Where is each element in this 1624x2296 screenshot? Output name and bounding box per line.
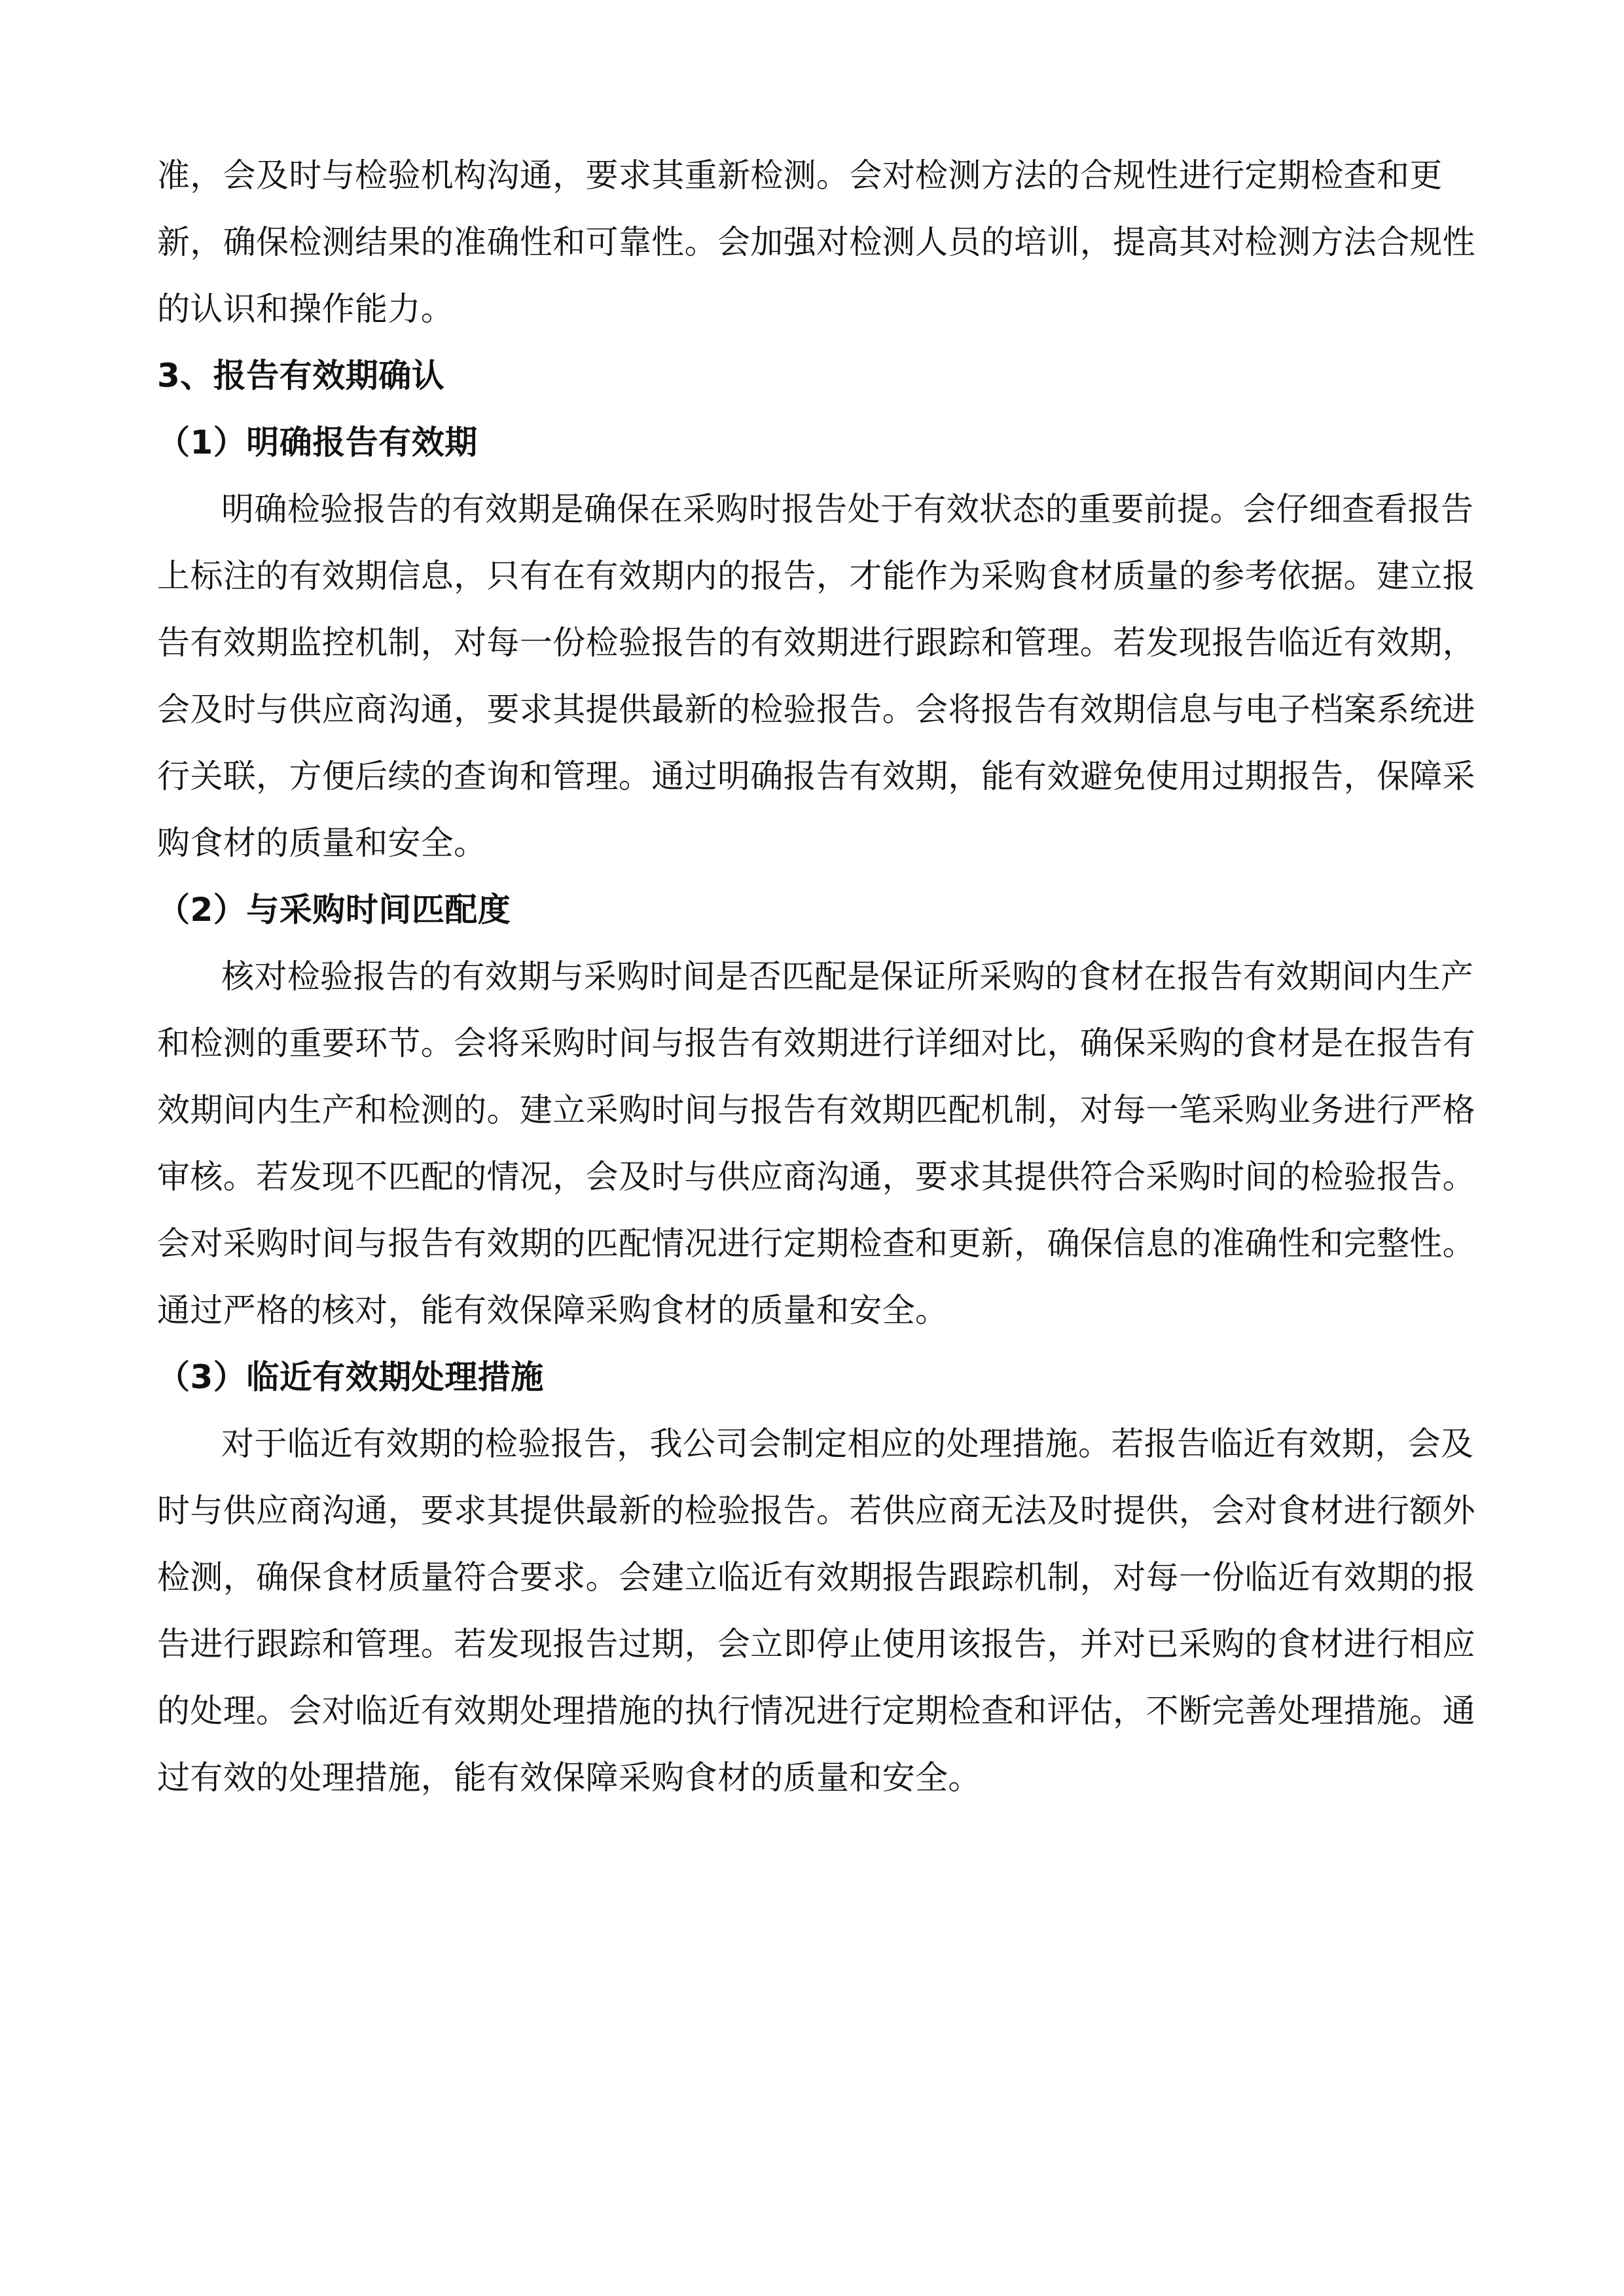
subsection-1-line-2: 上标注的有效期信息，只有在有效期内的报告，才能作为采购食材质量的参考依据。建立报 (157, 557, 1475, 595)
subsection-2-line-6: 通过严格的核对，能有效保障采购食材的质量和安全。 (157, 1291, 948, 1329)
subsection-1-line-4: 会及时与供应商沟通，要求其提供最新的检验报告。会将报告有效期信息与电子档案系统进 (157, 691, 1475, 728)
subsection-3-line-3: 检测，确保食材质量符合要求。会建立临近有效期报告跟踪机制，对每一份临近有效期的报 (157, 1558, 1475, 1596)
subsection-1-line-3: 告有效期监控机制，对每一份检验报告的有效期进行跟踪和管理。若发现报告临近有效期， (157, 624, 1475, 662)
subsection-2-line-4: 审核。若发现不匹配的情况，会及时与供应商沟通，要求其提供符合采购时间的检验报告。 (157, 1158, 1475, 1196)
subsection-3-line-1: 对于临近有效期的检验报告，我公司会制定相应的处理措施。若报告临近有效期，会及 (221, 1425, 1474, 1463)
subsection-3-line-2: 时与供应商沟通，要求其提供最新的检验报告。若供应商无法及时提供，会对食材进行额外 (157, 1492, 1475, 1530)
subsection-3-line-6: 过有效的处理措施，能有效保障采购食材的质量和安全。 (157, 1759, 981, 1797)
subsection-2-line-5: 会对采购时间与报告有效期的匹配情况进行定期检查和更新，确保信息的准确性和完整性。 (157, 1225, 1475, 1263)
subsection-3-line-5: 的处理。会对临近有效期处理措施的执行情况进行定期检查和评估，不断完善处理措施。通 (157, 1692, 1475, 1730)
intro-line-1: 准，会及时与检验机构沟通，要求其重新检测。会对检测方法的合规性进行定期检查和更 (157, 156, 1443, 194)
intro-line-3: 的认识和操作能力。 (157, 290, 454, 328)
subsection-2-heading: （2）与采购时间匹配度 (157, 891, 511, 929)
subsection-1-line-1: 明确检验报告的有效期是确保在采购时报告处于有效状态的重要前提。会仔细查看报告 (221, 490, 1474, 528)
subsection-3-heading: （3）临近有效期处理措施 (157, 1358, 544, 1396)
intro-line-2: 新，确保检测结果的准确性和可靠性。会加强对检测人员的培训，提高其对检测方法合规性 (157, 223, 1475, 261)
subsection-1-line-6: 购食材的质量和安全。 (157, 824, 487, 862)
section-heading: 3、报告有效期确认 (157, 357, 445, 395)
subsection-2-line-3: 效期间内生产和检测的。建立采购时间与报告有效期匹配机制，对每一笔采购业务进行严格 (157, 1091, 1475, 1129)
subsection-1-heading: （1）明确报告有效期 (157, 423, 478, 461)
subsection-2-line-2: 和检测的重要环节。会将采购时间与报告有效期进行详细对比，确保采购的食材是在报告有 (157, 1024, 1475, 1062)
subsection-2-line-1: 核对检验报告的有效期与采购时间是否匹配是保证所采购的食材在报告有效期间内生产 (221, 958, 1474, 996)
subsection-3-line-4: 告进行跟踪和管理。若发现报告过期，会立即停止使用该报告，并对已采购的食材进行相应 (157, 1625, 1475, 1663)
subsection-1-line-5: 行关联，方便后续的查询和管理。通过明确报告有效期，能有效避免使用过期报告，保障采 (157, 757, 1475, 795)
